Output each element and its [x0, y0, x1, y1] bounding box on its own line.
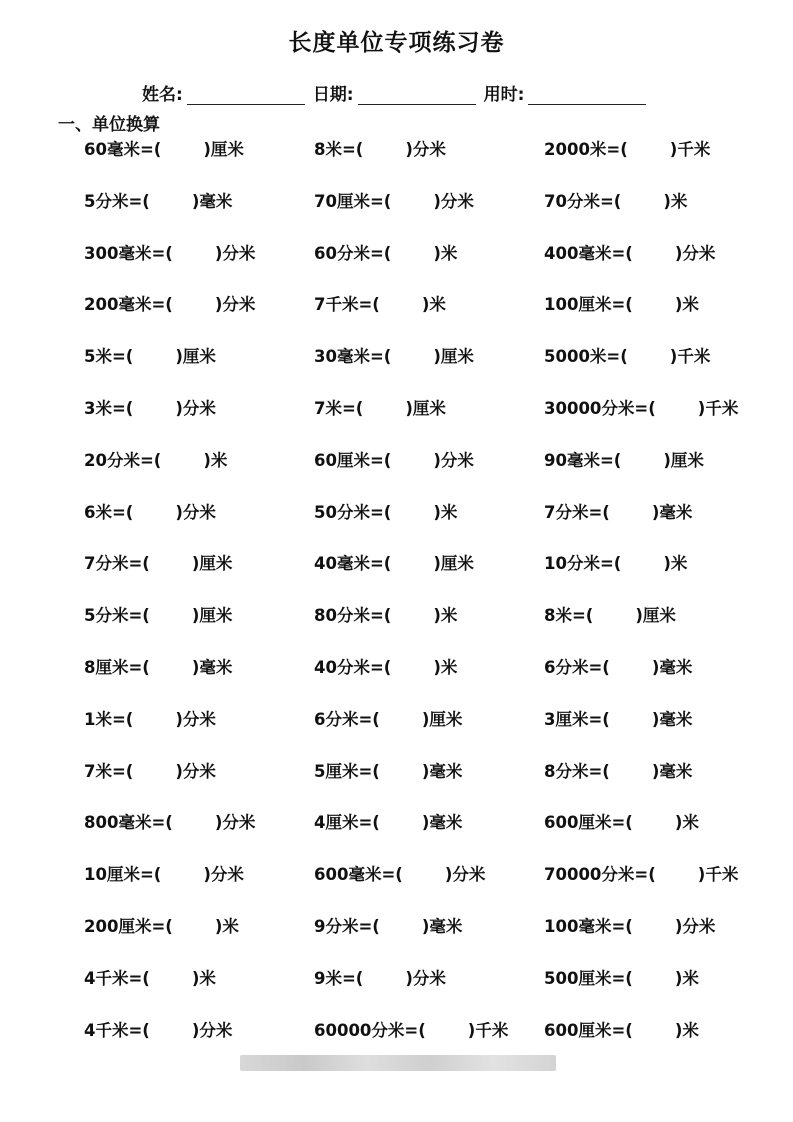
problem-prompt: 4厘米=( [314, 813, 380, 833]
problem-row [0, 552, 793, 604]
problem-prompt: 100毫米=( [544, 916, 633, 936]
conversion-problem [544, 345, 710, 369]
problem-prompt: 80分米=( [314, 606, 392, 626]
problem-prompt: 10厘米=( [84, 865, 162, 885]
problem-unit: )分米 [214, 813, 256, 833]
conversion-problem [84, 293, 255, 317]
conversion-problem [544, 1019, 699, 1043]
conversion-problem [544, 190, 687, 214]
problem-unit: )米 [421, 295, 446, 315]
problem-row [0, 967, 793, 1019]
problem-unit: )分米 [214, 295, 256, 315]
conversion-problem [314, 604, 457, 628]
problem-prompt: 8米=( [314, 140, 364, 159]
date-field [313, 80, 476, 105]
problem-prompt: 7千米=( [314, 295, 380, 315]
problem-prompt: 4千米=( [84, 1020, 150, 1040]
conversion-problem [314, 811, 462, 835]
problem-unit: )分米 [674, 916, 716, 936]
conversion-problem [314, 190, 474, 214]
problem-unit: )厘米 [663, 450, 704, 470]
problem-unit: )分米 [433, 191, 474, 211]
conversion-problem [84, 708, 216, 732]
conversion-problem [84, 811, 255, 835]
problem-prompt: 400毫米=( [544, 243, 633, 263]
conversion-problem [84, 345, 216, 369]
problem-unit: )分米 [433, 450, 474, 470]
problem-prompt: 9米=( [314, 968, 364, 988]
conversion-problem [314, 656, 457, 680]
conversion-problem [84, 760, 216, 784]
problem-unit: )千米 [669, 140, 711, 159]
problem-prompt: 30毫米=( [314, 347, 392, 367]
problem-unit: )厘米 [405, 398, 446, 418]
conversion-problem [544, 293, 699, 317]
problem-prompt: 600厘米=( [544, 1020, 633, 1040]
problem-unit: )米 [663, 554, 688, 574]
problem-prompt: 6米=( [84, 502, 134, 522]
conversion-problem [84, 604, 232, 628]
conversion-problem [544, 915, 715, 939]
conversion-problem [84, 1019, 232, 1043]
problem-prompt: 200厘米=( [84, 916, 173, 936]
problem-prompt: 8厘米=( [84, 657, 150, 677]
problem-row [0, 449, 793, 501]
conversion-problem [84, 397, 216, 421]
problem-unit: )千米 [669, 347, 711, 367]
conversion-problem [314, 345, 474, 369]
conversion-problem [314, 242, 457, 266]
problem-unit: )毫米 [651, 761, 693, 781]
problem-unit: )米 [191, 968, 216, 988]
problem-prompt: 5厘米=( [314, 761, 380, 781]
problem-unit: )分米 [444, 865, 486, 885]
conversion-problem [314, 760, 462, 784]
conversion-problem [314, 501, 457, 525]
problem-unit: )厘米 [433, 554, 474, 574]
problem-unit: )毫米 [421, 761, 463, 781]
problem-prompt: 70000分米=( [544, 865, 656, 885]
problem-unit: )米 [674, 968, 699, 988]
problem-prompt: 5米=( [84, 347, 134, 367]
problem-prompt: 60分米=( [314, 243, 392, 263]
problem-unit: )千米 [467, 1020, 509, 1040]
problem-unit: )毫米 [651, 502, 693, 522]
problem-unit: )千米 [697, 865, 739, 885]
conversion-problem [84, 501, 216, 525]
problem-row [0, 345, 793, 397]
date-label: 日期: [312, 85, 354, 105]
problem-unit: )厘米 [191, 606, 233, 626]
problem-row [0, 397, 793, 449]
problem-unit: )米 [214, 916, 239, 936]
conversion-problem [84, 190, 232, 214]
problem-prompt: 4千米=( [84, 968, 150, 988]
problem-unit: )米 [663, 191, 688, 211]
problem-row [0, 760, 793, 812]
conversion-problem [84, 915, 239, 939]
problem-prompt: 3米=( [84, 398, 134, 418]
conversion-problem [314, 138, 446, 162]
problem-prompt: 90毫米=( [544, 450, 622, 470]
problem-unit: )厘米 [421, 709, 463, 729]
blurred-footer-watermark [240, 1055, 556, 1071]
problem-prompt: 20分米=( [84, 450, 162, 470]
conversion-problem [544, 138, 710, 162]
problem-prompt: 7米=( [314, 398, 364, 418]
problem-unit: )厘米 [191, 554, 233, 574]
problem-prompt: 500厘米=( [544, 968, 633, 988]
conversion-problem [314, 863, 485, 887]
problem-prompt: 30000分米=( [544, 398, 656, 418]
problem-row [0, 138, 793, 190]
conversion-problem [544, 604, 676, 628]
problem-row [0, 656, 793, 708]
problem-unit: )分米 [191, 1020, 233, 1040]
conversion-problem [84, 552, 232, 576]
problem-prompt: 800毫米=( [84, 813, 173, 833]
problem-prompt: 5分米=( [84, 191, 150, 211]
problem-unit: )米 [433, 243, 458, 263]
problem-prompt: 7分米=( [84, 554, 150, 574]
problem-unit: )米 [433, 657, 458, 677]
conversion-problem [544, 501, 692, 525]
problem-unit: )米 [433, 606, 458, 626]
time-used-field [484, 80, 647, 105]
problem-prompt: 6分米=( [544, 657, 610, 677]
conversion-problem [544, 863, 738, 887]
problem-unit: )分米 [175, 709, 216, 729]
problem-prompt: 50分米=( [314, 502, 392, 522]
time-used-label: 用时: [483, 85, 525, 105]
problem-unit: )米 [674, 1020, 699, 1040]
problem-unit: )米 [203, 450, 228, 470]
conversion-problem [84, 863, 244, 887]
problem-unit: )米 [674, 295, 699, 315]
problem-unit: )分米 [203, 865, 244, 885]
problem-prompt: 1米=( [84, 709, 134, 729]
problem-unit: )厘米 [175, 347, 216, 367]
name-blank-line[interactable] [187, 86, 305, 105]
conversion-problem [314, 397, 446, 421]
conversion-problem [544, 967, 699, 991]
problem-prompt: 300毫米=( [84, 243, 173, 263]
conversion-problem [544, 760, 692, 784]
date-blank-line[interactable] [358, 86, 476, 105]
problem-prompt: 9分米=( [314, 916, 380, 936]
problem-row [0, 863, 793, 915]
problem-row [0, 501, 793, 553]
student-info-row [142, 80, 654, 105]
conversion-problem [314, 1019, 508, 1043]
problem-unit: )分米 [175, 502, 216, 522]
conversion-problem [544, 449, 704, 473]
problem-prompt: 8米=( [544, 606, 594, 626]
problem-prompt: 5分米=( [84, 606, 150, 626]
problem-prompt: 60000分米=( [314, 1020, 426, 1040]
problem-unit: )分米 [175, 398, 216, 418]
problem-prompt: 7米=( [84, 761, 134, 781]
problem-unit: )分米 [405, 968, 446, 988]
problem-prompt: 6分米=( [314, 709, 380, 729]
problem-unit: )毫米 [651, 657, 693, 677]
problem-unit: )毫米 [421, 916, 463, 936]
problem-unit: )毫米 [651, 709, 693, 729]
name-field [142, 80, 305, 105]
conversion-problem [544, 397, 738, 421]
problem-prompt: 100厘米=( [544, 295, 633, 315]
problem-unit: )厘米 [203, 140, 244, 159]
time-used-blank-line[interactable] [528, 86, 646, 105]
problem-unit: )米 [674, 813, 699, 833]
problem-prompt: 70厘米=( [314, 191, 392, 211]
problem-unit: )毫米 [421, 813, 463, 833]
problem-unit: )分米 [175, 761, 216, 781]
problem-row [0, 811, 793, 863]
conversion-problem [544, 552, 687, 576]
problem-prompt: 70分米=( [544, 191, 622, 211]
conversion-problem [84, 967, 216, 991]
section-heading: 一、单位换算 [58, 115, 160, 135]
conversion-problem [314, 708, 462, 732]
problem-unit: )毫米 [191, 657, 233, 677]
problem-prompt: 10分米=( [544, 554, 622, 574]
problem-prompt: 3厘米=( [544, 709, 610, 729]
problem-prompt: 60毫米=( [84, 140, 162, 159]
problem-row [0, 708, 793, 760]
problem-unit: )分米 [674, 243, 716, 263]
conversion-problem [84, 656, 232, 680]
problem-prompt: 7分米=( [544, 502, 610, 522]
conversion-problem [314, 449, 474, 473]
conversion-problem [84, 138, 244, 162]
problem-prompt: 2000米=( [544, 140, 628, 159]
problem-unit: )千米 [697, 398, 739, 418]
conversion-problem [544, 811, 699, 835]
problem-unit: )分米 [405, 140, 446, 159]
conversion-problem [314, 552, 474, 576]
conversion-problem [544, 242, 715, 266]
problem-prompt: 40分米=( [314, 657, 392, 677]
problem-unit: )毫米 [191, 191, 233, 211]
problem-prompt: 8分米=( [544, 761, 610, 781]
conversion-problem [84, 242, 255, 266]
problem-row [0, 604, 793, 656]
conversion-problem [84, 449, 227, 473]
conversion-problem [314, 967, 446, 991]
name-label: 姓名: [142, 85, 183, 105]
problem-row [0, 293, 793, 345]
problem-row [0, 915, 793, 967]
conversion-problem [544, 708, 692, 732]
problem-unit: )米 [433, 502, 458, 522]
page-title: 长度单位专项练习卷 [288, 30, 505, 56]
conversion-problem [544, 656, 692, 680]
problem-unit: )分米 [214, 243, 256, 263]
problem-prompt: 5000米=( [544, 347, 628, 367]
problem-prompt: 60厘米=( [314, 450, 392, 470]
conversion-problem-grid [0, 138, 793, 1040]
problem-row [0, 242, 793, 294]
conversion-problem [314, 915, 462, 939]
problem-unit: )厘米 [433, 347, 474, 367]
problem-prompt: 600厘米=( [544, 813, 633, 833]
problem-prompt: 40毫米=( [314, 554, 392, 574]
problem-unit: )厘米 [635, 606, 676, 626]
problem-row [0, 190, 793, 242]
problem-prompt: 600毫米=( [314, 865, 403, 885]
problem-prompt: 200毫米=( [84, 295, 173, 315]
conversion-problem [314, 293, 446, 317]
